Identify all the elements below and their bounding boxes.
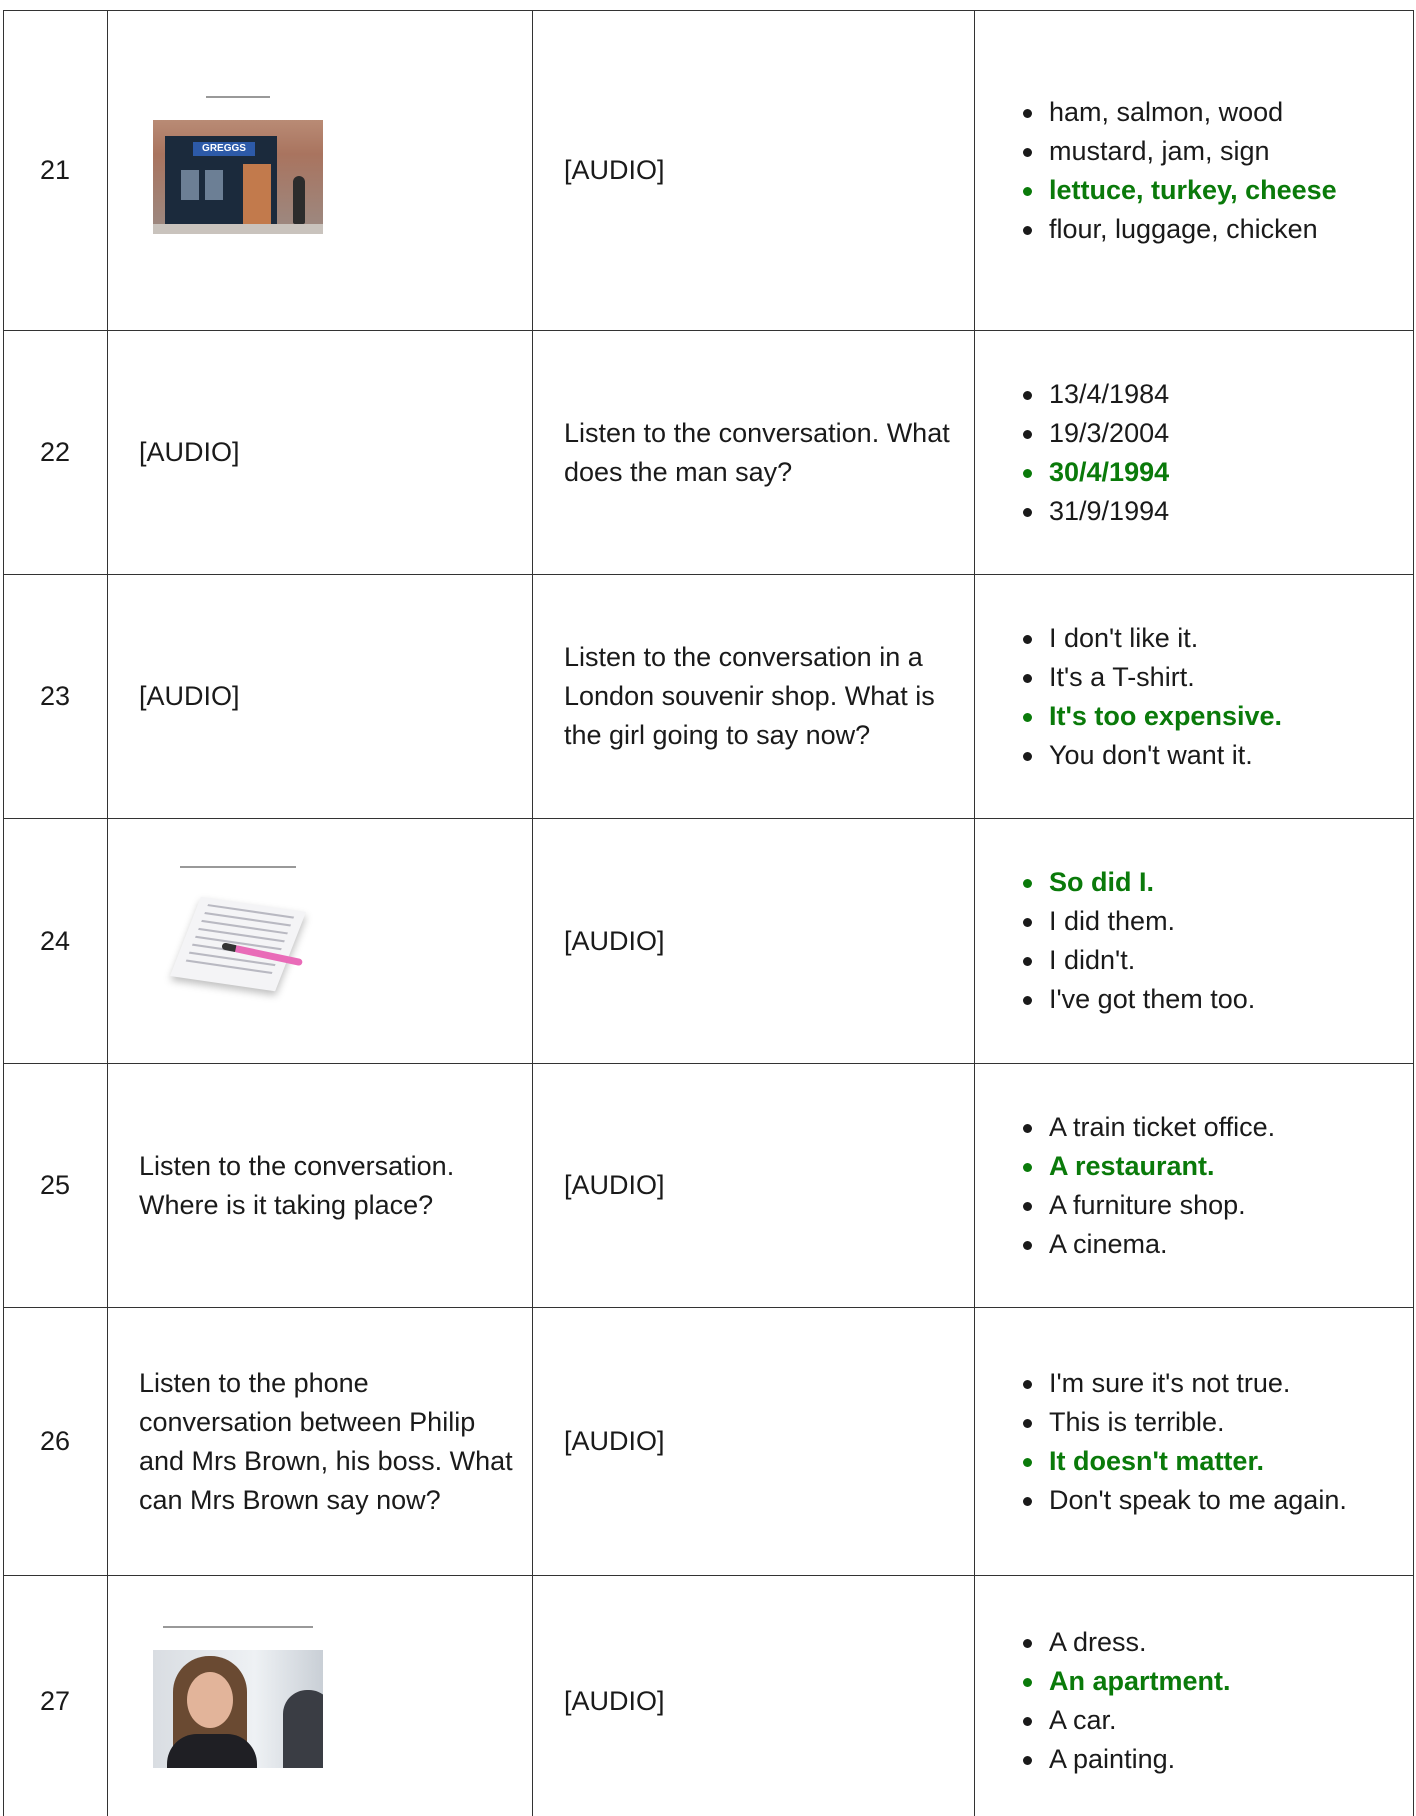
- audio-cell[interactable]: [AUDIO]: [533, 1308, 975, 1576]
- table-row: [4, 11, 1414, 331]
- audio-cell[interactable]: [AUDIO]: [533, 11, 975, 331]
- option-item[interactable]: A cinema.: [1049, 1225, 1405, 1264]
- question-image-cell: [108, 819, 533, 1064]
- audio-cell[interactable]: [AUDIO]: [108, 331, 533, 575]
- option-item-correct[interactable]: A restaurant.: [1049, 1147, 1405, 1186]
- table-row: [4, 331, 1414, 575]
- woman-portrait-image: [153, 1626, 323, 1776]
- table-row: [4, 1576, 1414, 1816]
- question-text: Listen to the conversation. Where is it taking place?: [108, 1064, 533, 1308]
- option-item[interactable]: I did them.: [1049, 902, 1405, 941]
- table-row: [4, 1064, 1414, 1308]
- option-item[interactable]: 19/3/2004: [1049, 414, 1405, 453]
- option-item[interactable]: This is terrible.: [1049, 1403, 1405, 1442]
- shop-sign: GREGGS: [193, 142, 255, 156]
- option-item[interactable]: A painting.: [1049, 1740, 1405, 1779]
- option-item-correct[interactable]: 30/4/1994: [1049, 453, 1405, 492]
- option-item[interactable]: It's a T-shirt.: [1049, 658, 1405, 697]
- option-item-correct[interactable]: An apartment.: [1049, 1662, 1405, 1701]
- option-item-correct[interactable]: It doesn't matter.: [1049, 1442, 1405, 1481]
- audio-cell[interactable]: [AUDIO]: [533, 1576, 975, 1816]
- question-text: Listen to the conversation. What does the man say?: [533, 331, 975, 575]
- options-list: [1049, 619, 1405, 775]
- audio-cell[interactable]: [AUDIO]: [108, 575, 533, 819]
- options-cell: [975, 1064, 1414, 1308]
- option-item[interactable]: I've got them too.: [1049, 980, 1405, 1019]
- option-item[interactable]: I'm sure it's not true.: [1049, 1364, 1405, 1403]
- table-row: [4, 1308, 1414, 1576]
- question-number: 24: [4, 819, 108, 1064]
- question-image-cell: [108, 11, 533, 331]
- option-item[interactable]: mustard, jam, sign: [1049, 132, 1405, 171]
- options-list: [1049, 93, 1405, 249]
- option-item[interactable]: You don't want it.: [1049, 736, 1405, 775]
- option-item-correct[interactable]: lettuce, turkey, cheese: [1049, 171, 1405, 210]
- options-list: [1049, 1108, 1405, 1264]
- option-item[interactable]: 13/4/1984: [1049, 375, 1405, 414]
- question-number: 21: [4, 11, 108, 331]
- option-item[interactable]: I don't like it.: [1049, 619, 1405, 658]
- option-item[interactable]: A car.: [1049, 1701, 1405, 1740]
- audio-cell[interactable]: [AUDIO]: [533, 1064, 975, 1308]
- option-item[interactable]: I didn't.: [1049, 941, 1405, 980]
- options-cell: [975, 11, 1414, 331]
- question-number: 23: [4, 575, 108, 819]
- option-item[interactable]: 31/9/1994: [1049, 492, 1405, 531]
- audio-cell[interactable]: [AUDIO]: [533, 819, 975, 1064]
- question-image-cell: [108, 1576, 533, 1816]
- option-item[interactable]: flour, luggage, chicken: [1049, 210, 1405, 249]
- worksheet-pen-image: [153, 866, 323, 1016]
- options-list: [1049, 1623, 1405, 1779]
- table-row: [4, 575, 1414, 819]
- option-item[interactable]: Don't speak to me again.: [1049, 1481, 1405, 1520]
- options-cell: [975, 1308, 1414, 1576]
- option-item-correct[interactable]: So did I.: [1049, 863, 1405, 902]
- options-list: [1049, 375, 1405, 531]
- option-item[interactable]: A furniture shop.: [1049, 1186, 1405, 1225]
- option-item[interactable]: A dress.: [1049, 1623, 1405, 1662]
- options-cell: [975, 819, 1414, 1064]
- options-cell: [975, 575, 1414, 819]
- option-item[interactable]: ham, salmon, wood: [1049, 93, 1405, 132]
- question-table: [3, 10, 1414, 1816]
- question-number: 22: [4, 331, 108, 575]
- question-text: Listen to the conversation in a London souvenir shop. What is the girl going to say now?: [533, 575, 975, 819]
- question-number: 27: [4, 1576, 108, 1816]
- option-item[interactable]: A train ticket office.: [1049, 1108, 1405, 1147]
- question-number: 25: [4, 1064, 108, 1308]
- options-cell: [975, 331, 1414, 575]
- option-item-correct[interactable]: It's too expensive.: [1049, 697, 1405, 736]
- options-list: [1049, 863, 1405, 1019]
- question-text: Listen to the phone conversation between Philip and Mrs Brown, his boss. What can Mrs Brown say now?: [108, 1308, 533, 1576]
- question-number: 26: [4, 1308, 108, 1576]
- options-list: [1049, 1364, 1405, 1520]
- options-cell: [975, 1576, 1414, 1816]
- table-row: [4, 819, 1414, 1064]
- greggs-shop-image: [153, 96, 323, 246]
